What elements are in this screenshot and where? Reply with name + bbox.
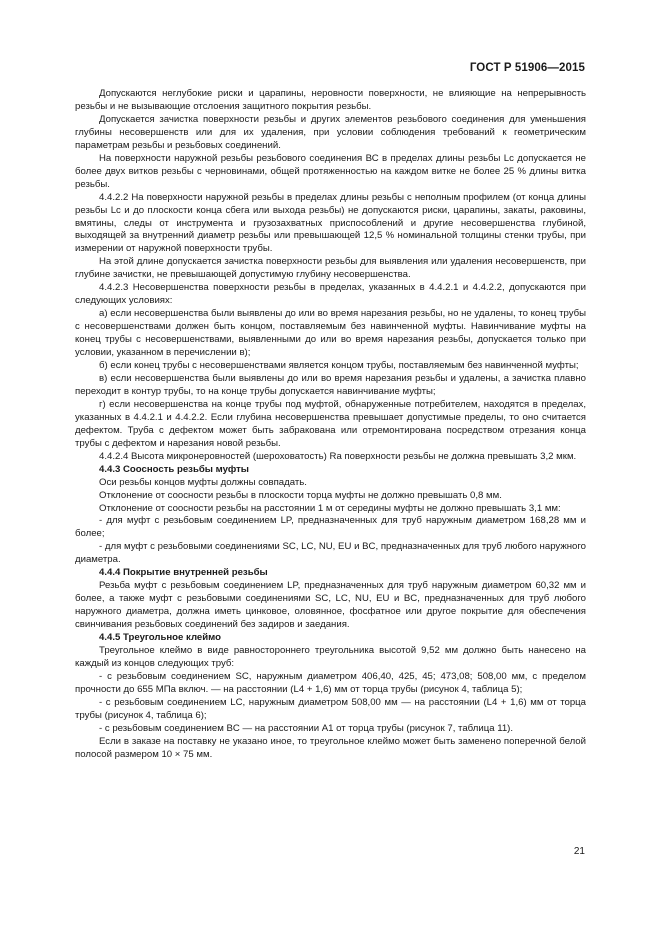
paragraph: Отклонение от соосности резьбы на расстоянии 1 м от середины муфты не должно превышать 3,1 мм: [99,502,561,514]
document-body [75,88,586,762]
list-item: - для муфт с резьбовым соединением LP, предназначенных для труб наружным диаметром 168,28 мм и более; [75,515,586,540]
paragraph: На поверхности наружной резьбы резьбового соединения ВС в пределах длины резьбы Lc допускается не более двух витков резьбы с черновинами, общей протяженностью на каждом витке не более 25 % длины витка резьбы. [75,152,586,190]
list-item: - с резьбовым соединением SC, наружным диаметром 406,40, 425, 45; 473,08; 508,00 мм, с пределом прочности до 655 МПа включ. — на расстоянии (L4 + 1,6) мм от торца трубы (рисунок 4, таблица 5); [75,670,586,695]
section-heading: 4.4.3 Соосность резьбы муфты [99,463,249,475]
paragraph: Резьба муфт с резьбовым соединением LP, предназначенных для труб наружным диаметром 60,32 мм и более, а также муфт с резьбовыми соединениями SC, LC, NU, EU и BC, предназначенных для труб любого наружного диаметра, должна иметь цинковое, оловянное, фосфатное или другое покрытие для обеспечения свинчивания резьбовых соединений без задиров и заедания. [75,580,586,631]
paragraph: 4.4.2.3 Несовершенства поверхности резьбы в пределах, указанных в 4.4.2.1 и 4.4.2.2, допускаются при следующих условиях: [75,282,586,307]
section-heading: 4.4.5 Треугольное клеймо [99,632,221,644]
paragraph: Треугольное клеймо в виде равностороннего треугольника высотой 9,52 мм должно быть нанесено на каждый из концов следующих труб: [75,644,586,669]
paragraph: Отклонение от соосности резьбы в плоскости торца муфты не должно превышать 0,8 мм. [99,489,502,501]
paragraph: 4.4.2.4 Высота микронеровностей (шероховатость) Ra поверхности резьбы не должна превышать 3,2 мкм. [99,450,577,462]
list-item: - с резьбовым соединением LC, наружным диаметром 508,00 мм — на расстоянии (L4 + 1,6) мм от торца трубы (рисунок 4, таблица 6); [75,696,586,721]
paragraph: Если в заказе на поставку не указано иное, то треугольное клеймо может быть заменено поперечной белой полосой размером 10 × 75 мм. [75,735,586,760]
paragraph: Допускаются неглубокие риски и царапины, неровности поверхности, не влияющие на непрерывность резьбы и не вызывающие отслоения защитного покрытия резьбы. [75,88,586,112]
list-item: б) если конец трубы с несовершенствами является концом трубы, поставляемым без навинченной муфты; [99,360,579,372]
page-number: 21 [573,846,585,857]
paragraph: 4.4.2.2 На поверхности наружной резьбы в пределах длины резьбы с неполным профилем (от конца длины резьбы Lc и до плоскости конца сбега или выхода резьбы) не допускаются риски, царапины, закаты, раковины, вмятины, следы от инструмента и грузозахватных приспособлений и другие несовершенства глубиной, выходящей за внутренний диаметр резьбы или превышающей 12,5 % номинальной толщины стенки трубы, при измерении от наружной поверхности трубы. [75,191,586,255]
section-heading: 4.4.4 Покрытие внутренней резьбы [99,567,268,579]
list-item: - с резьбовым соединением BC — на расстоянии A1 от торца трубы (рисунок 7, таблица 11). [99,722,514,734]
list-item: г) если несовершенства на конце трубы под муфтой, обнаруженные потребителем, находятся в пределах, указанных в 4.4.2.1 и 4.4.2.2. Если глубина несовершенства превышает допустимые пределы, то оно считается дефектом. Труба с дефектом может быть забракована или отремонтирована посредством отрезания конца трубы с дефектом и нарезания новой резьбы. [75,398,586,449]
list-item: а) если несовершенства были выявлены до или во время нарезания резьбы, но не удалены, то конец трубы с несовершенствами должен быть концом, поставляемым без навинченной муфты. Навинчивание муфты на конец трубы с несовершенствами, выявленными до или во время нарезания резьбы, допускается только при условии, указанном в перечислении в); [75,308,586,359]
paragraph: Допускается зачистка поверхности резьбы и других элементов резьбового соединения для уменьшения глубины несовершенств или для их удаления, при условии соблюдения требований к геометрическим параметрам резьбы и резьбовых соединений. [75,113,586,151]
paragraph: На этой длине допускается зачистка поверхности резьбы для выявления или удаления несовершенств, при глубине зачистки, не превышающей допустимую глубину несовершенства. [75,256,586,281]
list-item: - для муфт с резьбовыми соединениями SC, LC, NU, EU и BC, предназначенных для труб любого наружного диаметра. [75,541,586,566]
list-item: в) если несовершенства были выявлены до или во время нарезания резьбы и удалены, а зачистка плавно переходит в контур трубы, то на конце трубы допускается навинчивание муфты; [75,372,586,397]
standard-header: ГОСТ Р 51906—2015 [469,62,585,74]
paragraph: Оси резьбы концов муфты должны совпадать. [99,476,307,488]
